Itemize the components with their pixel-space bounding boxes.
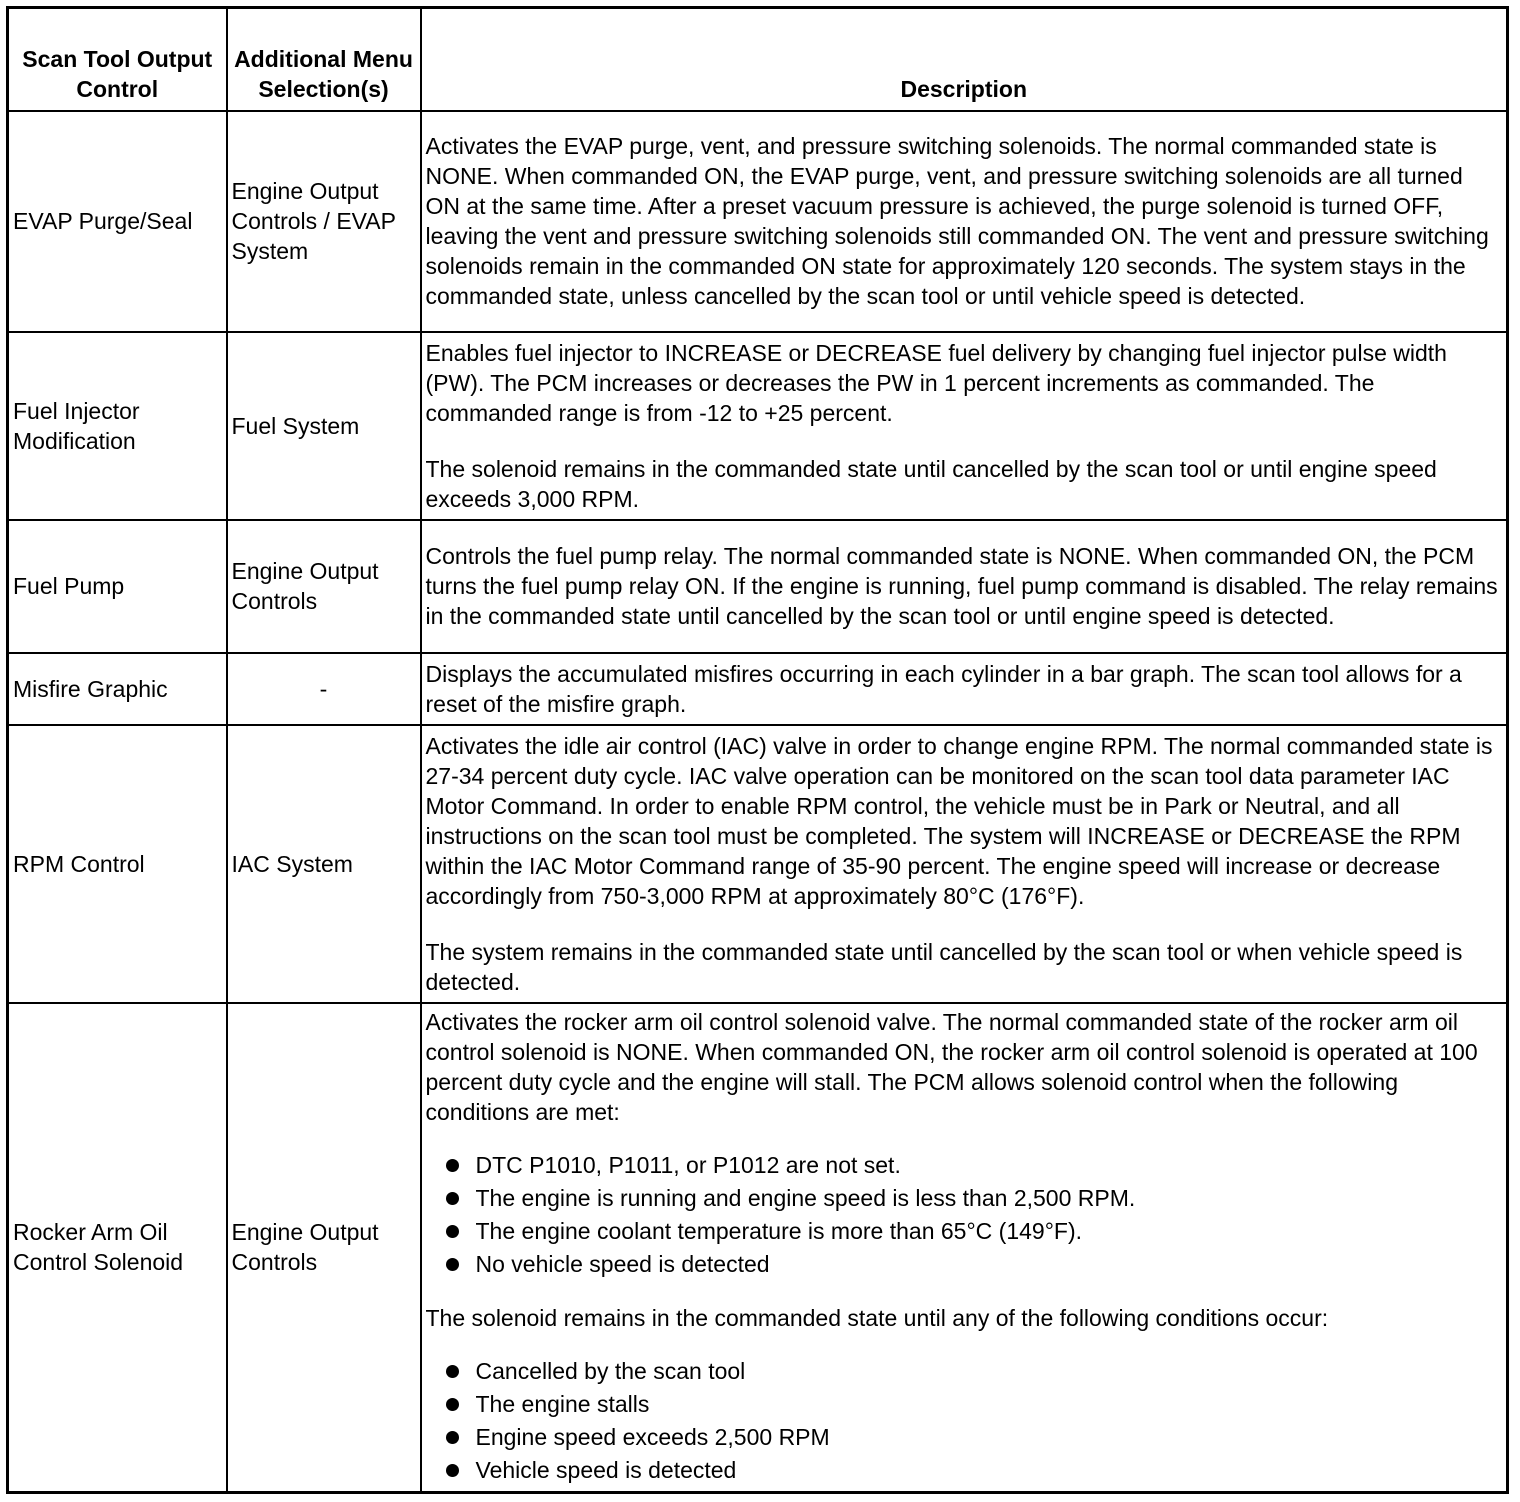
control-cell: Misfire Graphic: [8, 653, 227, 725]
list-item: [446, 1149, 1503, 1182]
control-cell: EVAP Purge/Seal: [8, 111, 227, 332]
bullet-icon: [446, 1159, 459, 1172]
list-item: [446, 1388, 1503, 1421]
bullet-icon: [446, 1398, 459, 1411]
list-item-text: The engine stalls: [475, 1391, 650, 1418]
list-item: [446, 1248, 1503, 1281]
control-cell: Rocker Arm Oil Control Solenoid: [8, 1003, 227, 1493]
description-text: Controls the fuel pump relay. The normal commanded state is NONE. When commanded ON, the PCM turns the fuel pump relay ON. If the engine is running, fuel pump command is disabled. The relay remains in the commanded state until cancelled by the scan tool or until engine speed is detected.: [425, 543, 1498, 629]
table-row: [8, 520, 1508, 653]
description-cell: [421, 725, 1508, 1003]
table-row: [8, 332, 1508, 520]
header-additional-menu-selections: Additional Menu Selection(s): [227, 8, 421, 111]
menu-cell: Fuel System: [227, 332, 421, 520]
bullet-icon: [446, 1192, 459, 1205]
control-cell: Fuel Pump: [8, 520, 227, 653]
description-cell: [421, 111, 1508, 332]
list-item-text: The engine is running and engine speed is less than 2,500 RPM.: [475, 1185, 1136, 1212]
list-item-text: Cancelled by the scan tool: [475, 1358, 746, 1385]
list-item: [446, 1421, 1503, 1454]
list-item-text: DTC P1010, P1011, or P1012 are not set.: [475, 1152, 901, 1179]
description-cell: [421, 1003, 1508, 1493]
list-item: [446, 1454, 1503, 1487]
menu-cell: Engine Output Controls: [227, 520, 421, 653]
bullet-icon: [446, 1431, 459, 1444]
output-controls-table: [6, 6, 1509, 1494]
menu-cell: Engine Output Controls / EVAP System: [227, 111, 421, 332]
table-row: [8, 725, 1508, 1003]
list-item: [446, 1182, 1503, 1215]
list-item-text: Engine speed exceeds 2,500 RPM: [475, 1424, 830, 1451]
list-item-text: Vehicle speed is detected: [475, 1457, 737, 1484]
list-item: [446, 1355, 1503, 1388]
description-cell: [421, 332, 1508, 520]
header-description: Description: [421, 8, 1508, 111]
description-text: The solenoid remains in the commanded state until cancelled by the scan tool or until engine speed exceeds 3,000 RPM.: [425, 455, 1437, 512]
table-row: [8, 1003, 1508, 1493]
description-text: Enables fuel injector to INCREASE or DECREASE fuel delivery by changing fuel injector pulse width (PW). The PCM increases or decreases the PW in 1 percent increments as commanded. The commanded range is from -12 to +25 percent.: [425, 339, 1447, 426]
header-scan-tool-output-control: Scan Tool Output Control: [8, 8, 227, 111]
description-text: The solenoid remains in the commanded state until any of the following conditions occur:: [425, 1305, 1329, 1332]
table-row: [8, 111, 1508, 332]
list-item: [446, 1215, 1503, 1248]
bullet-icon: [446, 1225, 459, 1238]
header-row: [8, 8, 1508, 111]
bullet-icon: [446, 1464, 459, 1477]
menu-cell: -: [227, 653, 421, 725]
table-row: [8, 653, 1508, 725]
description-text: Activates the rocker arm oil control solenoid valve. The normal commanded state of the rocker arm oil control solenoid is NONE. When commanded ON, the rocker arm oil control solenoid is operated at 100 percent duty cycle and the engine will stall. The PCM allows solenoid control when the following conditions are met:: [425, 1009, 1478, 1126]
description-text: Displays the accumulated misfires occurring in each cylinder in a bar graph. The scan tool allows for a reset of the misfire graph.: [425, 660, 1462, 717]
control-cell: Fuel Injector Modification: [8, 332, 227, 520]
list-item-text: No vehicle speed is detected: [475, 1251, 770, 1278]
description-text: The system remains in the commanded state until cancelled by the scan tool or when vehicle speed is detected.: [425, 938, 1463, 995]
menu-cell: IAC System: [227, 725, 421, 1003]
list-item-text: The engine coolant temperature is more than 65°C (149°F).: [475, 1218, 1082, 1245]
enable-conditions-list: [426, 1149, 1503, 1281]
description-text: Activates the idle air control (IAC) valve in order to change engine RPM. The normal commanded state is 27-34 percent duty cycle. IAC valve operation can be monitored on the scan tool data parameter IAC Motor Command. In order to enable RPM control, the vehicle must be in Park or Neutral, and all instructions on the scan tool must be completed. The system will INCREASE or DECREASE the RPM within the IAC Motor Command range of 35-90 percent. The engine speed will increase or decrease accordingly from 750-3,000 RPM at approximately 80°C (176°F).: [425, 732, 1493, 909]
menu-cell: Engine Output Controls: [227, 1003, 421, 1493]
cancel-conditions-list: [426, 1355, 1503, 1487]
bullet-icon: [446, 1258, 459, 1271]
description-text: Activates the EVAP purge, vent, and pressure switching solenoids. The normal commanded state is NONE. When commanded ON, the EVAP purge, vent, and pressure switching solenoids are all turned ON at the same time. After a preset vacuum pressure is achieved, the purge solenoid is turned OFF, leaving the vent and pressure switching solenoids still commanded ON. The vent and pressure switching solenoids remain in the commanded ON state for approximately 120 seconds. The system stays in the commanded state, unless cancelled by the scan tool or until vehicle speed is detected.: [425, 133, 1489, 309]
description-cell: [421, 653, 1508, 725]
control-cell: RPM Control: [8, 725, 227, 1003]
description-cell: [421, 520, 1508, 653]
bullet-icon: [446, 1365, 459, 1378]
